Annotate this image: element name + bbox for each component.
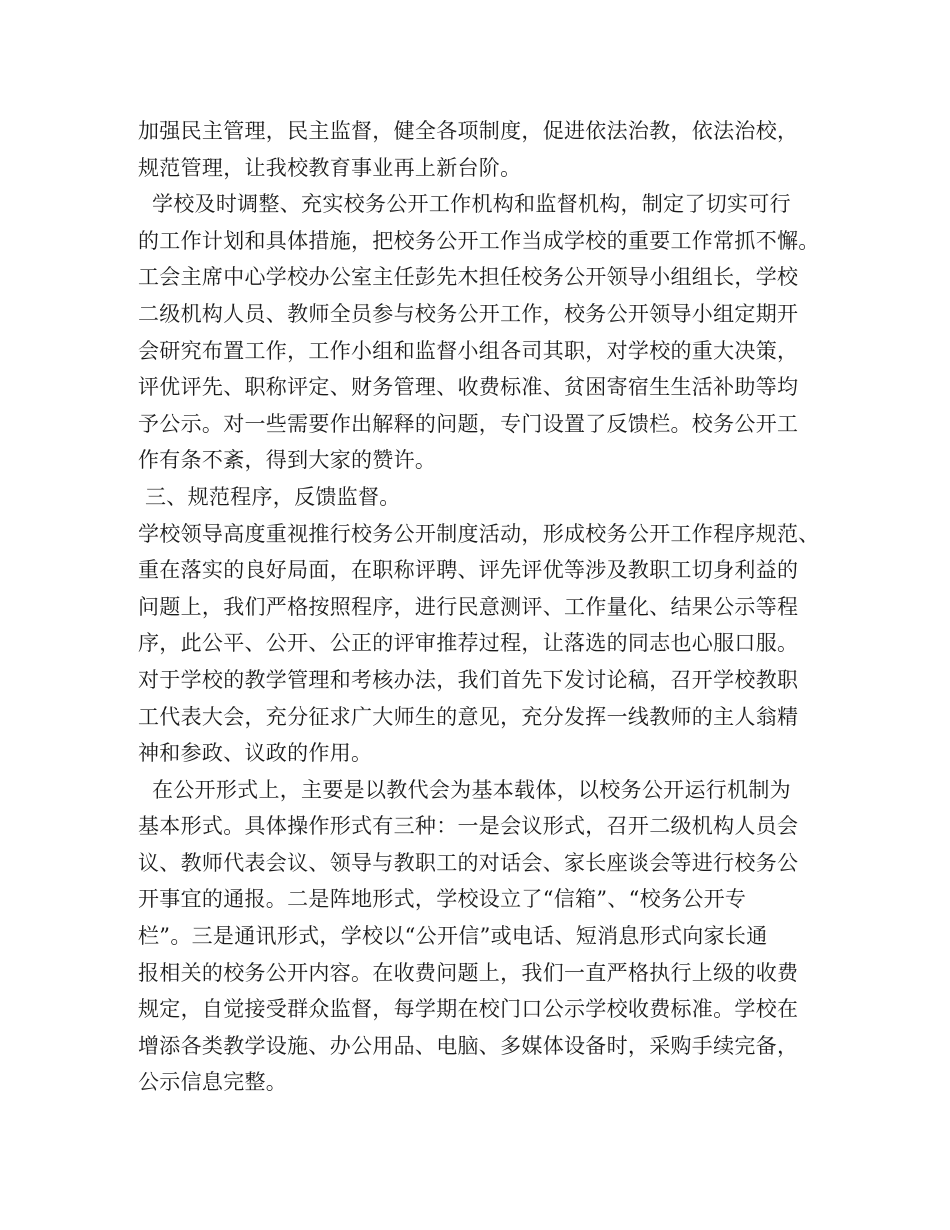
text-line: 报相关的校务公开内容。在收费问题上，我们一直严格执行上级的收费 — [138, 960, 799, 985]
text-line: 规定，自觉接受群众监督，每学期在校门口公示学校收费标准。学校在 — [138, 997, 799, 1022]
text-line: 工会主席中心学校办公室主任彭先木担任校务公开领导小组组长，学校 — [138, 265, 799, 290]
text-line: 予公示。对一些需要作出解释的问题，专门设置了反馈栏。校务公开工 — [138, 411, 799, 436]
text-line: 增添各类教学设施、办公用品、电脑、多媒体设备时，采购手续完备， — [138, 1033, 799, 1058]
text-line: 问题上，我们严格按照程序，进行民意测评、工作量化、结果公示等程 — [138, 594, 799, 619]
document-body — [138, 113, 828, 1101]
text-line: 公示信息完整。 — [138, 1070, 288, 1095]
text-line: 评优评先、职称评定、财务管理、收费标准、贫困寄宿生生活补助等均 — [138, 375, 799, 400]
text-line: 议、教师代表会议、领导与教职工的对话会、家长座谈会等进行校务公 — [138, 850, 799, 875]
text-line: 对于学校的教学管理和考核办法，我们首先下发讨论稿，召开学校教职 — [138, 667, 799, 692]
text-line: 作有条不紊，得到大家的赞许。 — [138, 448, 437, 473]
text-line: 工代表大会，充分征求广大师生的意见，充分发挥一线教师的主人翁精 — [138, 704, 799, 729]
text-line: 神和参政、议政的作用。 — [138, 741, 373, 766]
text-line: 会研究布置工作，工作小组和监督小组各司其职，对学校的重大决策， — [138, 338, 799, 363]
text-line: 序，此公平、公开、公正的评审推荐过程，让落选的同志也心服口服。 — [138, 631, 799, 656]
text-line: 的工作计划和具体措施，把校务公开工作当成学校的重要工作常抓不懈。 — [138, 228, 820, 253]
text-line: 二级机构人员、教师全员参与校务公开工作，校务公开领导小组定期开 — [138, 301, 799, 326]
text-line: 规范管理，让我校教育事业再上新台阶。 — [138, 155, 522, 180]
text-line: 栏”。三是通讯形式，学校以“公开信”或电话、短消息形式向家长通 — [138, 924, 768, 949]
text-line: 在公开形式上，主要是以教代会为基本载体，以校务公开运行机制为 — [138, 777, 791, 802]
text-line: 学校领导高度重视推行校务公开制度活动，形成校务公开工作程序规范、 — [138, 521, 820, 546]
text-line: 重在落实的良好局面，在职称评聘、评先评优等涉及教职工切身利益的 — [138, 558, 799, 583]
text-line: 基本形式。具体操作形式有三种：一是会议形式，召开二级机构人员会 — [138, 814, 799, 839]
section-heading: 三、规范程序，反馈监督。 — [138, 484, 401, 509]
text-line: 加强民主管理，民主监督，健全各项制度，促进依法治教，依法治校， — [138, 119, 799, 143]
text-line: 开事宜的通报。二是阵地形式，学校设立了“信箱”、“校务公开专 — [138, 887, 747, 912]
text-line: 学校及时调整、充实校务公开工作机构和监督机构，制定了切实可行 — [138, 192, 791, 217]
